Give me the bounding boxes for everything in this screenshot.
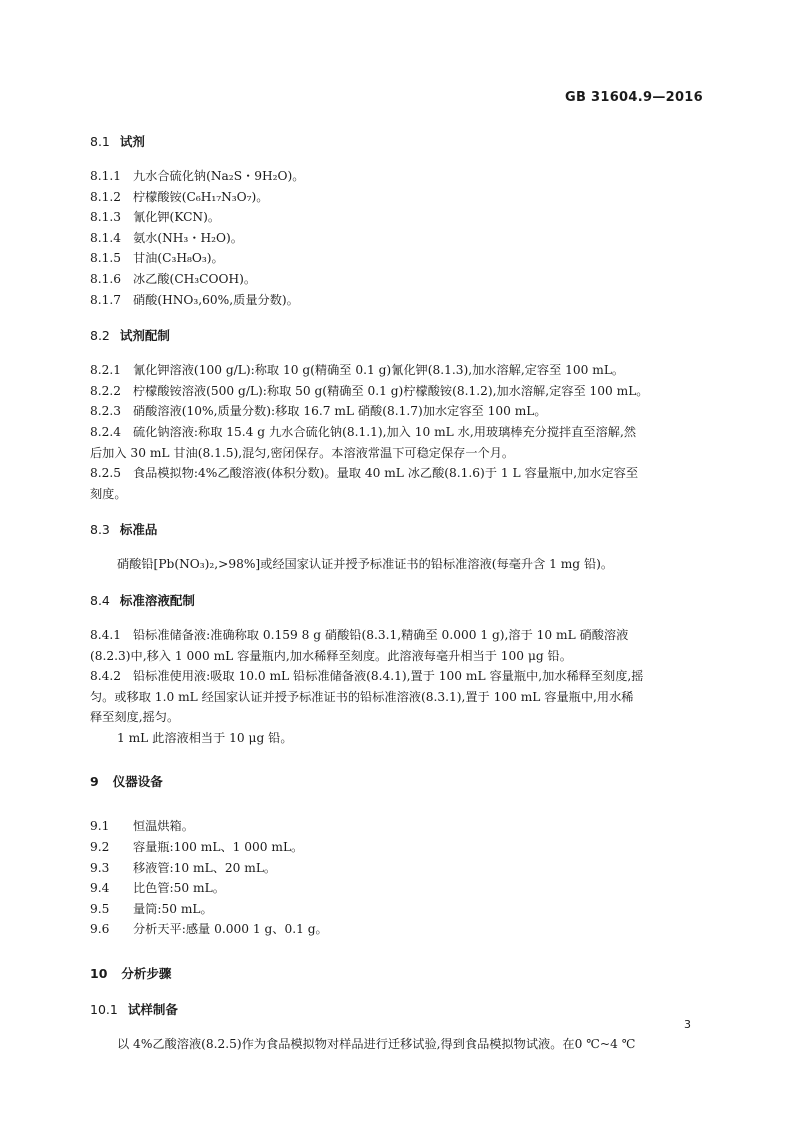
list-item: 8.1.3 氰化钾(KCN)。 xyxy=(90,210,221,225)
list-item: 9.1 恒温烘箱。 xyxy=(90,819,194,834)
paragraph-continuation: 释至刻度,摇匀。 xyxy=(90,710,180,725)
list-item: 9.5 量筒:50 mL。 xyxy=(90,901,213,916)
chapter-heading-9: 9 仪器设备 xyxy=(90,774,163,790)
document-body xyxy=(90,132,703,1055)
list-item: 8.1.4 氨水(NH₃・H₂O)。 xyxy=(90,230,243,245)
list-item: 8.1.6 冰乙酸(CH₃COOH)。 xyxy=(90,271,257,286)
paragraph: 8.4.2 铅标准使用液:吸取 10.0 mL 铅标准储备液(8.4.1),置于 100 mL 容量瓶中,加水稀释至刻度,摇 xyxy=(90,669,644,684)
list-item: 8.2.2 柠檬酸铵溶液(500 g/L):称取 50 g(精确至 0.1 g)柠檬酸铵(8.1.2),加水溶解,定容至 100 mL。 xyxy=(90,383,649,398)
section-heading-8-3: 8.3 标准品 xyxy=(90,522,158,538)
paragraph-continuation: 刻度。 xyxy=(90,486,127,501)
list-item: 8.1.5 甘油(C₃H₈O₃)。 xyxy=(90,251,224,266)
section-title: 试剂 xyxy=(119,134,145,149)
paragraph: 8.2.4 硫化钠溶液:称取 15.4 g 九水合硫化钠(8.1.1),加入 10 mL 水,用玻璃棒充分搅拌直至溶解,然 xyxy=(90,424,637,439)
paragraph: 8.2.5 食品模拟物:4%乙酸溶液(体积分数)。量取 40 mL 冰乙酸(8.1.6)于 1 L 容量瓶中,加水定容至 xyxy=(90,466,639,481)
paragraph: 硝酸铅[Pb(NO₃)₂,>98%]或经国家认证并授予标准证书的铅标准溶液(每毫升含 1 mg 铅)。 xyxy=(117,557,614,572)
paragraph-continuation: 匀。或移取 1.0 mL 经国家认证并授予标准证书的铅标准溶液(8.3.1),置于 100 mL 容量瓶中,用水稀 xyxy=(90,689,634,704)
paragraph-continuation: 后加入 30 mL 甘油(8.1.5),混匀,密闭保存。本溶液常温下可稳定保存一个月。 xyxy=(90,445,515,460)
page-number: 3 xyxy=(684,1018,691,1031)
paragraph-continuation: (8.2.3)中,移入 1 000 mL 容量瓶内,加水稀释至刻度。此溶液每毫升相当于 100 μg 铅。 xyxy=(90,648,572,663)
paragraph: 以 4%乙酸溶液(8.2.5)作为食品模拟物对样品进行迁移试验,得到食品模拟物试液。在0 ℃~4 ℃ xyxy=(117,1037,636,1052)
list-item: 9.3 移液管:10 mL、20 mL。 xyxy=(90,860,277,875)
list-item: 9.2 容量瓶:100 mL、1 000 mL。 xyxy=(90,840,304,855)
section-heading-8-1 xyxy=(90,132,703,152)
list-item: 8.1.2 柠檬酸铵(C₆H₁₇N₃O₇)。 xyxy=(90,189,269,204)
section-heading-8-4: 8.4 标准溶液配制 xyxy=(90,592,195,608)
list-item: 8.1.7 硝酸(HNO₃,60%,质量分数)。 xyxy=(90,292,299,307)
paragraph: 8.4.1 铅标准储备液:准确称取 0.159 8 g 硝酸铅(8.3.1,精确至 0.000 1 g),溶于 10 mL 硝酸溶液 xyxy=(90,627,629,642)
list-item: 9.4 比色管:50 mL。 xyxy=(90,881,225,896)
chapter-heading-10: 10 分析步骤 xyxy=(90,966,172,982)
list-item: 8.2.1 氰化钾溶液(100 g/L):称取 10 g(精确至 0.1 g)氰化钾(8.1.3),加水溶解,定容至 100 mL。 xyxy=(90,363,625,378)
standard-number: GB 31604.9—2016 xyxy=(565,90,703,105)
section-heading-10-1: 10.1 试样制备 xyxy=(90,1002,178,1018)
list-item: 8.2.3 硝酸溶液(10%,质量分数):移取 16.7 mL 硝酸(8.1.7)加水定容至 100 mL。 xyxy=(90,404,547,419)
list-item: 9.6 分析天平:感量 0.000 1 g、0.1 g。 xyxy=(90,922,328,937)
section-number: 8.1 xyxy=(90,134,110,149)
list-item: 8.1.1 九水合硫化钠(Na₂S・9H₂O)。 xyxy=(90,169,305,183)
paragraph: 1 mL 此溶液相当于 10 μg 铅。 xyxy=(117,730,293,745)
section-heading-8-2: 8.2 试剂配制 xyxy=(90,328,170,344)
